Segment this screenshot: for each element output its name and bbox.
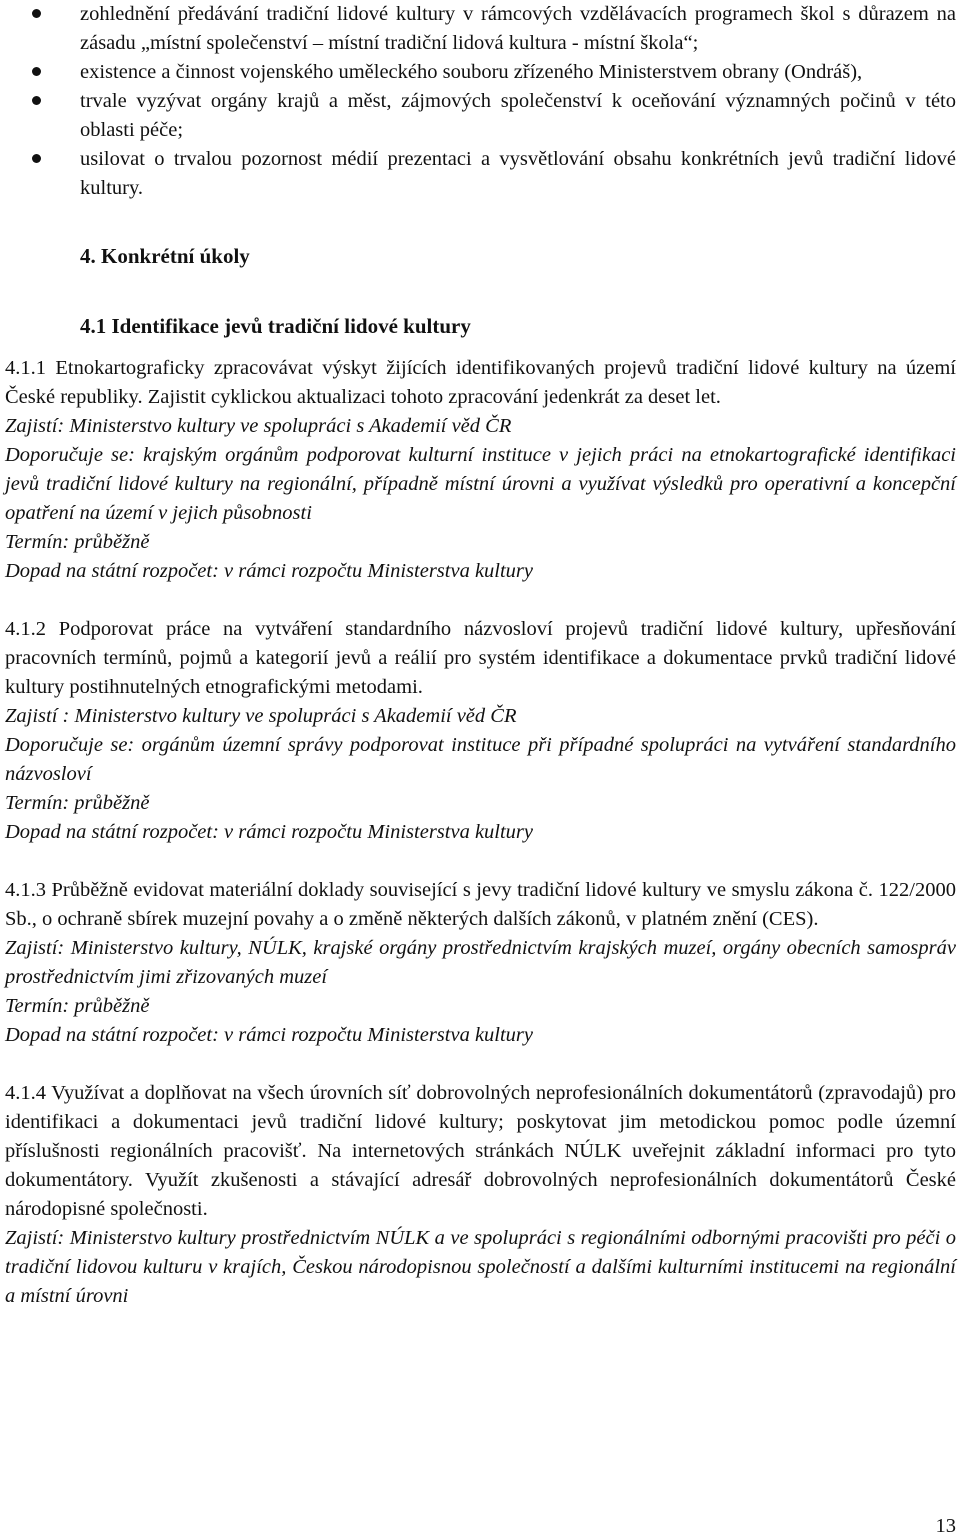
spacer [5, 586, 956, 615]
task-4-1-2-doporucuje: Doporučuje se: orgánům územní správy podporovat instituce při případné spolupráci na vytváření standardního názvosloví [5, 734, 956, 785]
section-heading: 4. Konkrétní úkoly [80, 244, 250, 268]
bullet-icon [32, 154, 41, 163]
task-4-1-2-termin: Termín: průběžně [5, 792, 150, 814]
task-4-1-2-zajisti: Zajistí : Ministerstvo kultury ve spolupráci s Akademií věd ČR [5, 705, 517, 727]
subsection-heading: 4.1 Identifikace jevů tradiční lidové kultury [80, 314, 471, 338]
bullet-item [5, 58, 956, 87]
bullet-text: trvale vyzývat orgány krajů a měst, zájmových společenství k oceňování významných počinů v této oblasti péče; [80, 90, 956, 141]
task-4-1-4-text: 4.1.4 Využívat a doplňovat na všech úrovních síť dobrovolných neprofesionálních dokumentátorů (zpravodajů) pro identifikaci a dokumentaci jevů tradiční lidové kultury; poskytovat jim metodickou pomoc podle územní příslušnosti regionálních pracovišť. Na internetových stránkách NÚLK uveřejnit základní informaci pro tyto dokumentátory. Využít zkušenosti a stávající adresář dobrovolných neprofesionálních dokumentátorů České národopisné společnosti. [5, 1082, 956, 1220]
task-4-1-3-zajisti: Zajistí: Ministerstvo kultury, NÚLK, krajské orgány prostřednictvím krajských muzeí, orgány obecních samospráv prostřednictvím jimi zřizovaných muzeí [5, 937, 956, 988]
task-4-1-3-termin: Termín: průběžně [5, 995, 150, 1017]
bullet-item [5, 0, 956, 58]
task-4-1-1-dopad: Dopad na státní rozpočet: v rámci rozpočtu Ministerstva kultury [5, 560, 534, 582]
bullet-icon [32, 9, 41, 18]
task-4-1-1-termin: Termín: průběžně [5, 531, 150, 553]
bullet-icon [32, 67, 41, 76]
task-4-1-3-text: 4.1.3 Průběžně evidovat materiální doklady související s jevy tradiční lidové kultury ve smyslu zákona č. 122/2000 Sb., o ochraně sbírek muzejní povahy a o změně některých dalších zákonů, v platném znění (CES). [5, 879, 956, 930]
bullet-list [5, 0, 956, 203]
bullet-item [5, 87, 956, 145]
page-number: 13 [935, 1515, 956, 1537]
page-content [5, 0, 956, 1311]
task-4-1-2-text: 4.1.2 Podporovat práce na vytváření standardního názvosloví projevů tradiční lidové kultury, upřesňování pracovních termínů, pojmů a kategorií jevů a reálií pro systém identifikace a dokumentace prvků tradiční lidové kultury postihnutelných etnografickými metodami. [5, 618, 956, 698]
spacer [5, 1050, 956, 1079]
task-4-1-1-text: 4.1.1 Etnokartograficky zpracovávat výskyt žijících identifikovaných projevů tradiční lidové kultury na území České republiky. Zajistit cyklickou aktualizaci tohoto zpracování jedenkrát za deset let. [5, 357, 956, 408]
task-4-1-1-doporucuje: Doporučuje se: krajským orgánům podporovat kulturní instituce v jejich práci na etnokartografické identifikaci jevů tradiční lidové kultury na regionální, případně místní úrovni a využívat výsledků pro operativní a koncepční opatření na území v jejich působnosti [5, 444, 956, 524]
bullet-text: zohlednění předávání tradiční lidové kultury v rámcových vzdělávacích programech škol s důrazem na zásadu „místní společenství – místní tradiční lidová kultura - místní škola“; [80, 3, 956, 54]
task-4-1-1-zajisti: Zajistí: Ministerstvo kultury ve spolupráci s Akademií věd ČR [5, 415, 512, 437]
task-4-1-4-zajisti: Zajistí: Ministerstvo kultury prostřednictvím NÚLK a ve spolupráci s regionálními odbornými pracovišti pro péči o tradiční lidovou kulturu v krajích, Českou národopisnou společností a dalšími kulturními institucemi na regionální a místní úrovni [5, 1227, 956, 1307]
bullet-item [5, 145, 956, 203]
spacer [5, 847, 956, 876]
task-4-1-3-dopad: Dopad na státní rozpočet: v rámci rozpočtu Ministerstva kultury [5, 1024, 534, 1046]
bullet-text: existence a činnost vojenského uměleckého souboru zřízeného Ministerstvem obrany (Ondráš), [80, 61, 863, 83]
bullet-icon [32, 96, 41, 105]
bullet-text: usilovat o trvalou pozornost médií prezentaci a vysvětlování obsahu konkrétních jevů tradiční lidové kultury. [80, 148, 956, 199]
task-4-1-2-dopad: Dopad na státní rozpočet: v rámci rozpočtu Ministerstva kultury [5, 821, 534, 843]
